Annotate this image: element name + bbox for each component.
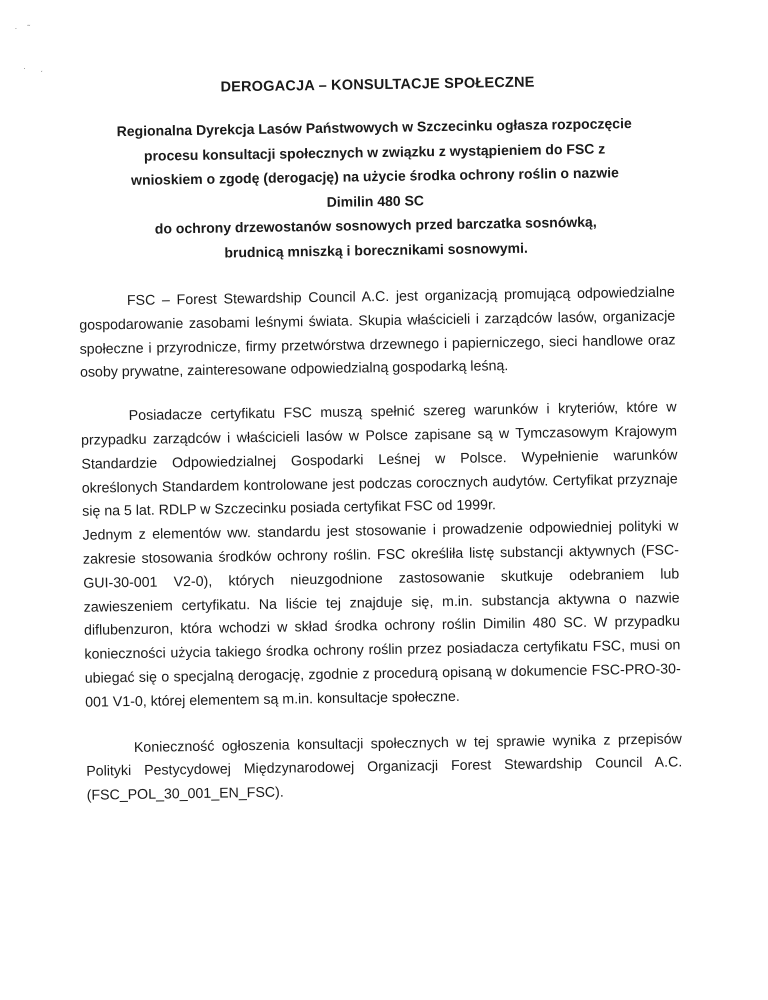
heading-line: do ochrony drzewostanów sosnowych przed barczatka sosnówką, [154,214,597,237]
heading-line: procesu konsultacji społecznych w związku z wystąpieniem do FSC z [143,140,606,164]
heading-line: brudnicą mniszką i borecznikami sosnowymi. [224,239,528,261]
document-body [79,281,683,808]
paragraph-policy: Konieczność ogłoszenia konsultacji społecznych w tej sprawie wynika z przepisów Polityki Pestycydowej Międzynarodowej Organizacji Forest Stewardship Council A.C. (FSC_POL_30_001_EN_FSC). [86,730,683,804]
announcement-heading [54,110,696,268]
document-title: DEROGACJA – KONSULTACJE SPOŁECZNE [220,74,535,96]
paragraph-standard: Jednym z elementów ww. standardu jest stosowanie i prowadzenie odpowiedniej polityki w zakresie stosowania środków ochrony roślin. FSC określiła listę substancji aktywnych (FSC-GUI-30-001 V2-0), których nieuzgodnione zastosowanie skutkuje odebraniem lub zawieszeniem certyfikatu. Na liście tej znajduje się, m.in. substancja aktywna o nazwie diflubenzuron, która wchodzi w skład środka ochrony roślin Dimilin 480 SC. W przypadku konieczności użycia takiego środka ochrony roślin przez posiadacza certyfikatu FSC, musi on ubiegać się o specjalną derogację, zgodnie z procedurą opisaną w dokumencie FSC-PRO-30-001 V1-0, której elementem są m.in. konsultacje społeczne. [82,518,681,711]
heading-line: wnioskiem o zgodę (derogację) na użycie środka ochrony roślin o nazwie [130,164,619,189]
heading-line: Regionalna Dyrekcja Lasów Państwowych w Szczecinku ogłasza rozpoczęcie [116,115,632,140]
heading-line: Dimilin 480 SC [326,192,425,210]
paragraph-certificate: Posiadacze certyfikatu FSC muszą spełnić szereg warunków i kryteriów, które w przypadku zarządców i właścicieli lasów w Polsce zapisane są w Tymczasowym Krajowym Standardzie Odpowiedzialnej Gospodarki Leśnej w Polsce. Wypełnienie warunków określonych Standardem kontrolowane jest podczas corocznych audytów. Certyfikat przyznaje się na 5 lat. RDLP w Szczecinku posiada certyfikat FSC od 1999r. [80,399,678,521]
paragraph-fsc-intro: FSC – Forest Stewardship Council A.C. jest organizacją promującą odpowiedzialne gospodarowanie zasobami leśnymi świata. Skupia właścicieli i zarządców lasów, organizacje społeczne i przyrodnicze, firmy przetwórstwa drzewnego i papierniczego, sieci handlowe oraz osoby prywatne, zainteresowane odpowiedzialną gospodarką leśną. [79,284,676,382]
scan-speck: · ˏ [23,63,49,73]
scan-speck: · ˜ [14,23,35,33]
